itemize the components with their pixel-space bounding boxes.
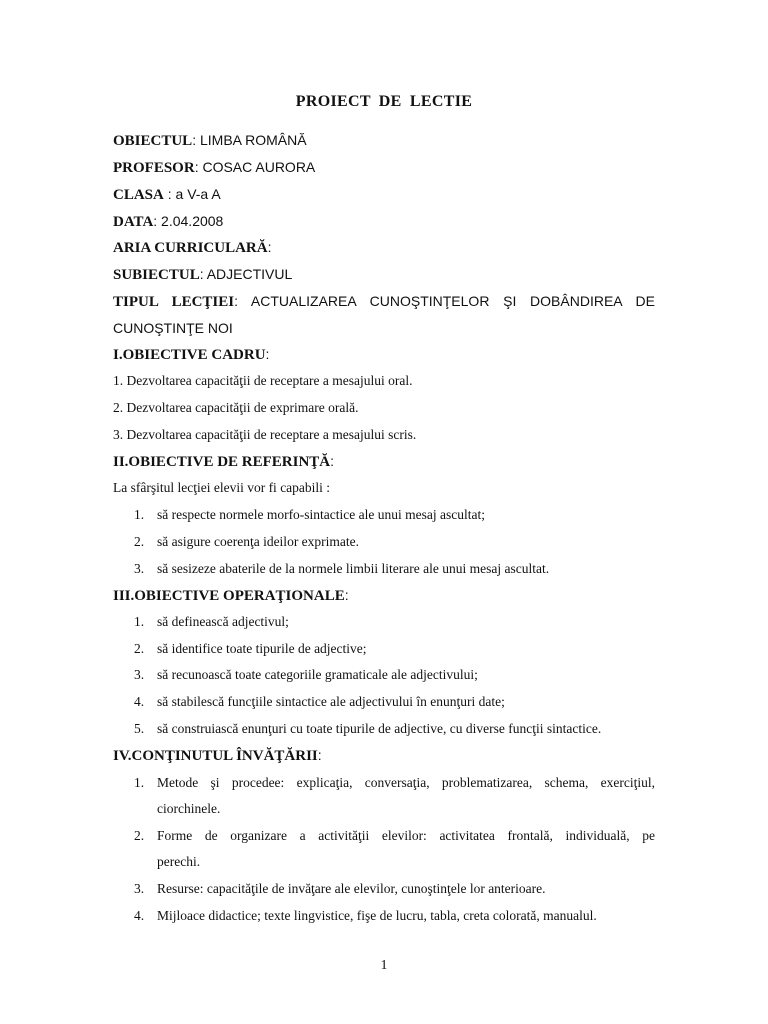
page-number: 1 <box>380 958 388 973</box>
list-number: 1. <box>134 775 145 790</box>
field-label: OBIECTUL <box>113 133 193 149</box>
section-heading: I.OBIECTIVE CADRU <box>113 347 266 363</box>
heading-colon: : <box>330 453 335 469</box>
heading-colon: : <box>317 747 322 763</box>
field-label: ARIA CURRICULARĂ <box>113 240 268 256</box>
section-heading-obiective-referinta <box>113 451 655 472</box>
field-obiectul <box>113 130 655 151</box>
field-label: SUBIECTUL <box>113 267 200 283</box>
list-item: 3. Dezvoltarea capacităţii de receptare a mesajului scris. <box>113 427 417 442</box>
section-intro: La sfârşitul lecţiei elevii vor fi capabili : <box>113 480 331 495</box>
heading-colon: : <box>265 346 270 362</box>
field-value: : a V-a A <box>163 186 221 202</box>
field-value: : ADJECTIVUL <box>199 266 293 282</box>
field-value: : ACTUALIZAREA CUNOŞTINŢELOR ŞI DOBÂNDIREA DE <box>234 293 656 309</box>
page-title: PROIECT DE LECTIE <box>295 93 473 110</box>
section-heading: IV.CONŢINUTUL ÎNVĂŢĂRII <box>113 748 318 764</box>
field-value: : <box>267 239 272 255</box>
list-number: 4. <box>134 908 145 923</box>
section-heading-continutul-invatarii <box>113 745 655 766</box>
field-value: : COSAC AURORA <box>194 159 316 175</box>
list-text: să identifice toate tipurile de adjective; <box>157 641 367 656</box>
list-item: 1. Dezvoltarea capacităţii de receptare a mesajului oral. <box>113 373 413 388</box>
heading-colon: : <box>344 587 349 603</box>
list-text: Metode şi procedee: explicaţia, conversaţia, problematizarea, schema, exerciţiul, <box>157 775 655 790</box>
list-text: Resurse: capacităţile de invăţare ale elevilor, cunoştinţele lor anterioare. <box>157 881 546 896</box>
field-value-continuation: CUNOŞTINŢE NOI <box>113 320 233 336</box>
field-value: : LIMBA ROMÂNĂ <box>192 132 307 148</box>
list-number: 4. <box>134 694 145 709</box>
field-aria-curriculara <box>113 237 655 258</box>
list-text: să stabilescă funcţiile sintactice ale adjectivului în enunţuri date; <box>157 694 505 709</box>
list-text: să definească adjectivul; <box>157 614 289 629</box>
list-text: să construiască enunţuri cu toate tipurile de adjective, cu diverse funcţii sintactice. <box>157 721 602 736</box>
list-text: Forme de organizare a activităţii elevilor: activitatea frontală, individuală, pe <box>157 828 655 843</box>
field-label: PROFESOR <box>113 160 195 176</box>
list-text: să asigure coerenţa ideilor exprimate. <box>157 534 360 549</box>
list-text-continuation: ciorchinele. <box>157 801 221 816</box>
list-number: 3. <box>134 881 145 896</box>
list-text: să recunoască toate categoriile gramaticale ale adjectivului; <box>157 667 478 682</box>
list-text: să respecte normele morfo-sintactice ale unui mesaj ascultat; <box>157 507 485 522</box>
list-item: 2. Dezvoltarea capacităţii de exprimare orală. <box>113 400 359 415</box>
list-text: să sesizeze abaterile de la normele limbii literare ale unui mesaj ascultat. <box>157 561 550 576</box>
field-tipul-lectiei-continuation <box>113 318 655 339</box>
field-data <box>113 211 655 232</box>
list-number: 2. <box>134 641 145 656</box>
list-number: 3. <box>134 561 145 576</box>
list-number: 2. <box>134 828 145 843</box>
field-label: DATA <box>113 214 154 230</box>
field-label: CLASA <box>113 187 164 203</box>
list-text-continuation: perechi. <box>157 854 201 869</box>
list-number: 5. <box>134 721 145 736</box>
list-number: 1. <box>134 614 145 629</box>
field-tipul-lectiei <box>113 291 655 312</box>
field-subiectul <box>113 264 655 285</box>
section-heading: II.OBIECTIVE DE REFERINŢĂ <box>113 454 331 470</box>
section-heading: III.OBIECTIVE OPERAŢIONALE <box>113 588 345 604</box>
list-number: 3. <box>134 667 145 682</box>
field-value: : 2.04.2008 <box>153 213 224 229</box>
list-text: Mijloace didactice; texte lingvistice, fişe de lucru, tabla, creta colorată, manualul. <box>157 908 597 923</box>
field-profesor <box>113 157 655 178</box>
list-number: 2. <box>134 534 145 549</box>
list-number: 1. <box>134 507 145 522</box>
section-heading-obiective-cadru <box>113 344 655 365</box>
field-label: TIPUL LECŢIEI <box>113 294 235 310</box>
field-clasa <box>113 184 655 205</box>
section-heading-obiective-operationale <box>113 585 655 606</box>
